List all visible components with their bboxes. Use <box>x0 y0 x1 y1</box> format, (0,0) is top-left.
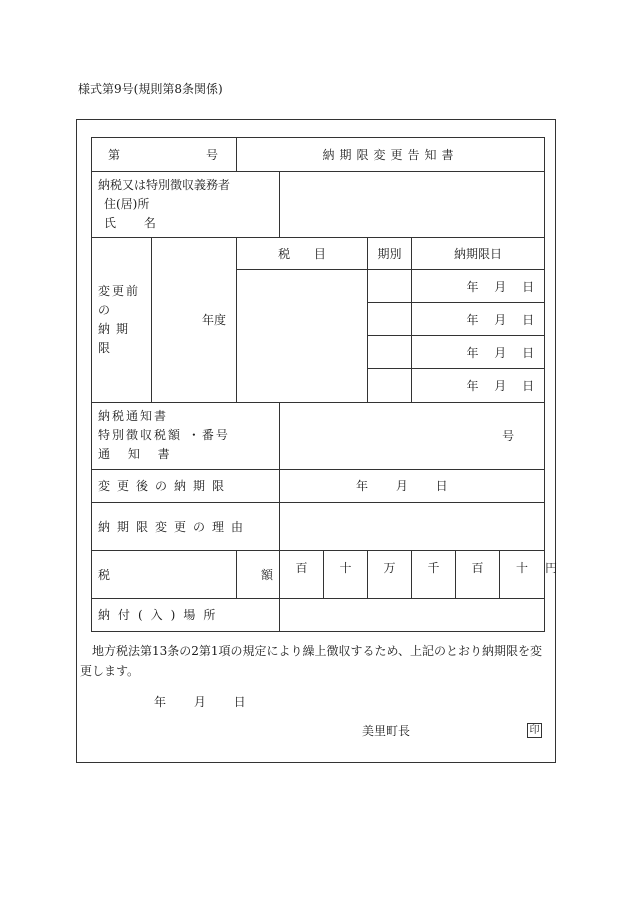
amount-label-2: 額 <box>260 567 273 582</box>
col-due-date: 納期限日 <box>412 238 545 270</box>
notice-number-suffix: 号 <box>502 429 515 444</box>
taxpayer-address-label: 住(居)所 <box>104 197 150 212</box>
period-cell[interactable] <box>368 369 412 402</box>
due-date-row-4: 年 月 日 <box>412 369 545 402</box>
due-date-row-2: 年 月 日 <box>412 303 545 336</box>
taxpayer-label-cell <box>92 172 280 238</box>
number-prefix: 第 <box>108 148 121 163</box>
fiscal-year-label: 年度 <box>201 313 226 328</box>
due-date-row-3: 年 月 日 <box>412 336 545 369</box>
notice-label-cell <box>92 402 280 469</box>
seal-stamp: 印 <box>527 723 542 738</box>
notice-number-cell[interactable] <box>280 402 545 469</box>
period-cell[interactable] <box>368 270 412 303</box>
before-due-label-cell <box>92 238 152 402</box>
payment-place-value[interactable] <box>280 598 545 631</box>
document-number-cell <box>92 138 237 172</box>
col-period: 期別 <box>368 238 412 270</box>
tax-item-cell[interactable] <box>237 270 368 402</box>
amount-unit[interactable]: 千 <box>412 550 456 598</box>
notice-label-3: 通 知 書 <box>98 447 170 462</box>
form-title: 納期限変更告知書 <box>237 138 545 172</box>
notice-label-2: 特別徴収税額 ・番号 <box>98 428 230 443</box>
period-cell[interactable] <box>368 336 412 369</box>
reason-value[interactable] <box>280 502 545 550</box>
taxpayer-label-line1: 納税又は特別徴収義務者 <box>98 178 231 193</box>
payment-place-label: 納付(入)場所 <box>92 598 280 631</box>
issue-date: 年 月 日 <box>154 695 246 709</box>
taxpayer-name-label: 氏 名 <box>104 216 156 231</box>
amount-unit[interactable]: 百 <box>456 550 500 598</box>
reason-label: 納期限変更の理由 <box>92 502 280 550</box>
before-due-label-2: 納期限 <box>98 321 135 355</box>
form-label: 様式第9号(規則第8条関係) <box>78 82 223 96</box>
number-suffix: 号 <box>205 148 218 163</box>
period-cell[interactable] <box>368 303 412 336</box>
taxpayer-value-cell[interactable] <box>280 172 545 238</box>
amount-unit[interactable]: 十 <box>324 550 368 598</box>
amount-unit[interactable]: 百 <box>280 550 324 598</box>
amount-unit[interactable]: 十 <box>500 550 545 598</box>
after-due-label: 変更後の納期限 <box>92 469 280 502</box>
amount-label-cell <box>92 550 237 598</box>
notice-label-1: 納税通知書 <box>98 409 169 424</box>
notice-form-table <box>91 137 558 632</box>
mayor-title: 美里町長 <box>362 724 411 738</box>
due-date-row-1: 年 月 日 <box>412 270 545 303</box>
amount-row: 税 額 百 十 万 千 百 十 円 <box>92 550 545 598</box>
amount-unit[interactable]: 万 <box>368 550 412 598</box>
amount-label-cell-2 <box>237 550 280 598</box>
before-due-label-1: 変更前の <box>98 283 141 317</box>
fiscal-year-cell <box>152 238 237 402</box>
after-due-date[interactable]: 年 月 日 <box>280 469 545 502</box>
statement-text: 地方税法第13条の2第1項の規定により繰上徴収するため、上記のとおり納期限を変更します。 <box>80 644 543 678</box>
amount-label-1: 税 <box>98 567 111 582</box>
col-tax-item: 税 目 <box>237 238 368 270</box>
